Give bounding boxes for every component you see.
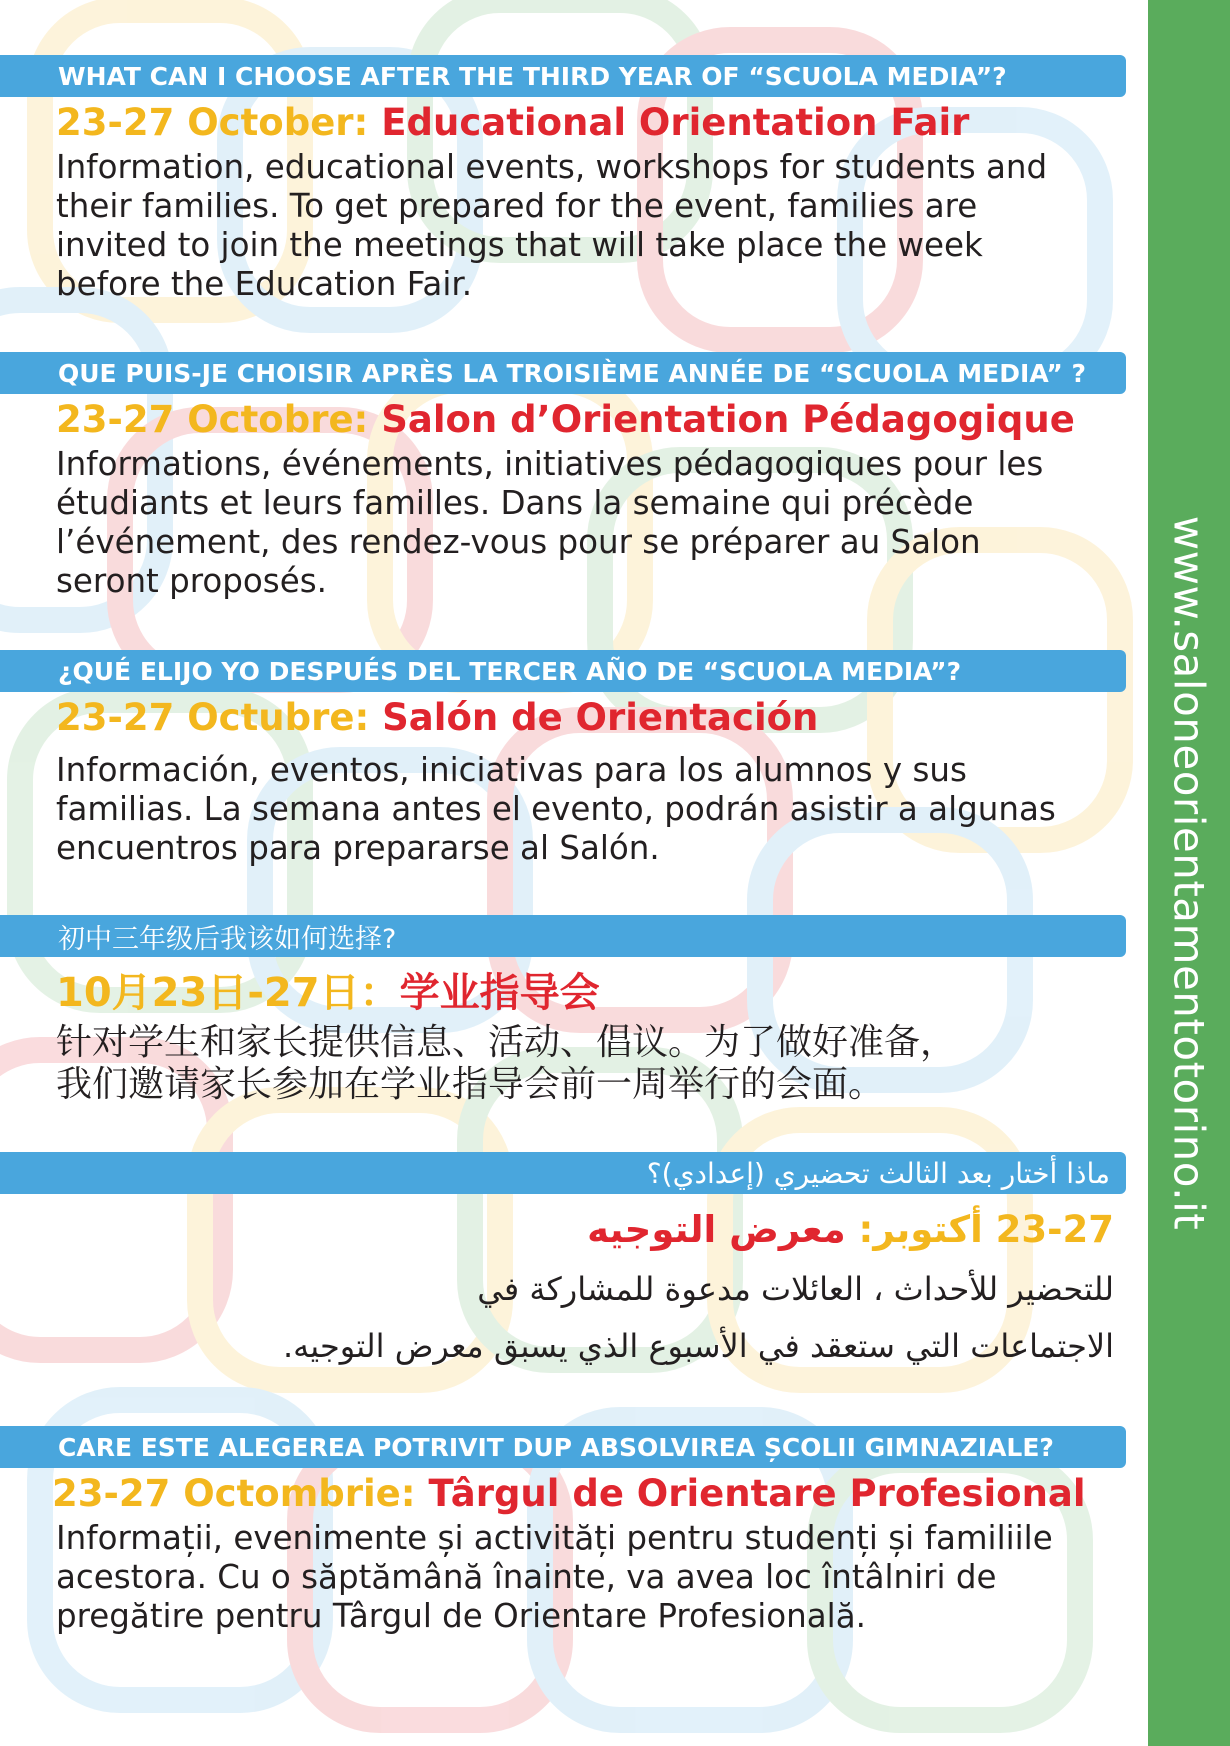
event-date: 23-27 Octombrie: [52,1472,429,1515]
description-line: pregătire pentru Târgul de Orientare Profesională. [56,1597,866,1635]
description-line: their families. To get prepared for the event, families are [56,187,978,225]
description-line: 针对学生和家长提供信息、活动、倡议。为了做好准备， [56,1022,957,1063]
event-description [0,1022,1126,1106]
event-heading [0,398,1126,441]
description-line: encuentros para prepararse al Salón. [56,829,660,867]
event-name: Târgul de Orientare Profesional [428,1472,1086,1515]
description-line: acestora. Cu o săptămână înainte, va avea loc întâlniri de [56,1558,997,1596]
event-heading [0,1472,1126,1515]
description-line: Information, educational events, workshops for students and [56,148,1048,186]
event-date: 10月23日-27日： [56,970,400,1016]
description-line: الاجتماعات التي ستعقد في الأسبوع الذي يسبق معرض التوجيه. [282,1327,1114,1365]
section-chinese [0,915,1126,1106]
event-name: Salón de Orientación [382,696,819,739]
event-description [0,751,1126,868]
description-line: Información, eventos, iniciativas para los alumnos y sus [56,751,967,789]
question-banner: ¿QUÉ ELIJO YO DESPUÉS DEL TERCER AÑO DE “SCUOLA MEDIA”? [0,650,1126,692]
description-line: للتحضير للأحداث ، العائلات مدعوة للمشاركة في [477,1270,1114,1308]
event-description [0,148,1126,304]
site-url[interactable]: www.saloneorientamentotorino.it [1164,515,1214,1231]
description-line: seront proposés. [56,562,327,600]
event-heading [0,101,1126,144]
description-line: l’événement, des rendez-vous pour se préparer au Salon [56,523,981,561]
description-line: before the Education Fair. [56,265,473,303]
event-name: معرض التوجيه [587,1208,846,1251]
event-description [0,445,1126,601]
section-spanish [0,650,1126,868]
question-banner: QUE PUIS-JE CHOISIR APRÈS LA TROISIÈME ANNÉE DE “SCUOLA MEDIA” ? [0,352,1126,394]
section-arabic [0,1152,1126,1375]
event-heading [0,1208,1126,1251]
event-date: 23-27 Octubre: [56,696,383,739]
event-date: 23-27 Octobre: [56,398,382,441]
section-romanian [0,1426,1126,1636]
question-banner: 初中三年级后我该如何选择? [0,915,1126,957]
description-line: Informații, evenimente și activități pentru studenți și familiile [56,1519,1053,1557]
description-line: Informations, événements, initiatives pédagogiques pour les [56,445,1044,483]
side-bar [1148,0,1230,1746]
description-line: familias. La semana antes el evento, podrán asistir a algunas [56,790,1056,828]
event-name: 学业指导会 [399,970,600,1016]
question-banner: WHAT CAN I CHOOSE AFTER THE THIRD YEAR OF “SCUOLA MEDIA”? [0,55,1126,97]
event-description [0,1519,1126,1636]
event-name: Salon d’Orientation Pédagogique [381,398,1075,441]
event-date: 23-27 أكتوبر: [845,1208,1114,1251]
event-description [0,1261,1126,1375]
description-line: invited to join the meetings that will take place the week [56,226,983,264]
event-date: 23-27 October: [56,101,382,144]
section-english [0,55,1126,304]
event-heading [0,961,1126,1018]
description-line: 我们邀请家长参加在学业指导会前一周举行的会面。 [56,1064,885,1105]
description-line: étudiants et leurs familles. Dans la semaine qui précède [56,484,974,522]
event-heading [0,696,1126,739]
event-name: Educational Orientation Fair [381,101,970,144]
question-banner: CARE ESTE ALEGEREA POTRIVIT DUP ABSOLVIREA ȘCOLII GIMNAZIALE? [0,1426,1126,1468]
section-french [0,352,1126,601]
question-banner: ماذا أختار بعد الثالث تحضيري (إعدادي)؟ [0,1152,1126,1194]
